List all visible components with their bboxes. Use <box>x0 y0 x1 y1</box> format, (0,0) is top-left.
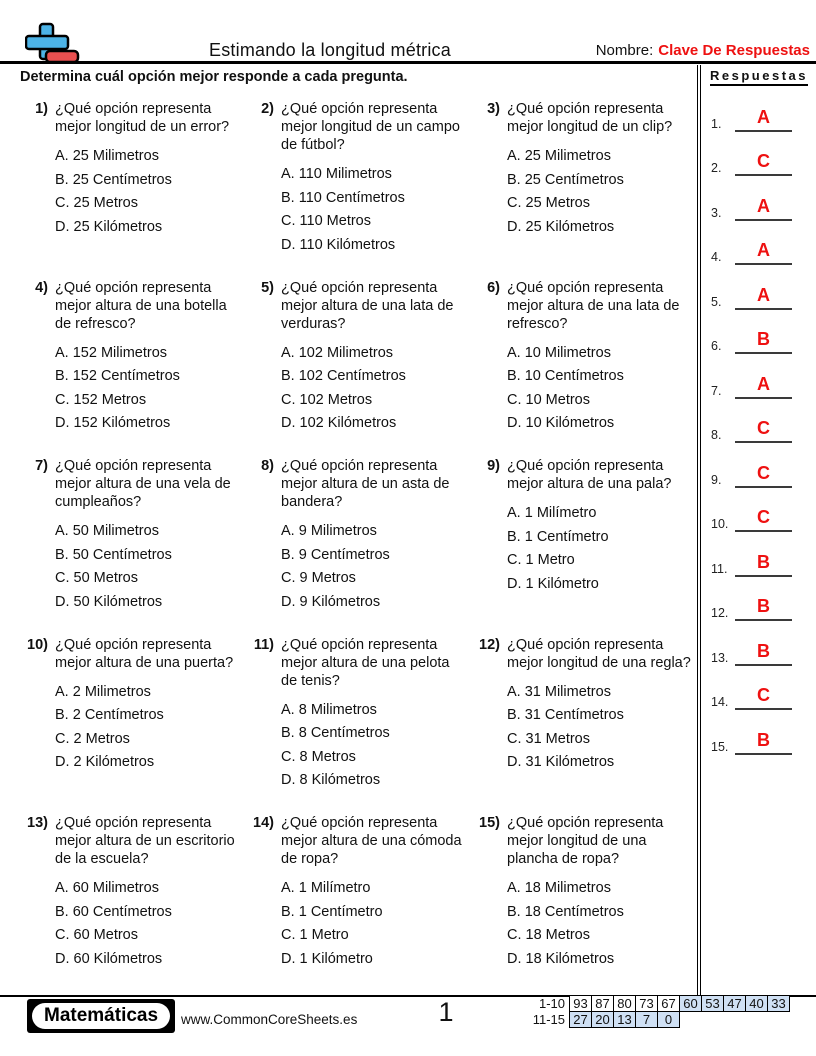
name-label: Nombre: <box>595 42 654 59</box>
question-number: 9) <box>487 458 500 474</box>
option: B. 1 Centímetro <box>281 903 383 920</box>
header-divider <box>0 61 816 64</box>
score-cell: 60 <box>679 995 702 1012</box>
question <box>20 100 246 279</box>
question-number: 14) <box>253 815 274 831</box>
answer-number: 6. <box>711 339 722 353</box>
option: A. 10 Milimetros <box>507 344 611 361</box>
option: A. 110 Milimetros <box>281 166 392 182</box>
option: A. 31 Milimetros <box>507 683 611 700</box>
question-text: ¿Qué opción representa mejor altura de un asta de bandera? <box>281 458 450 510</box>
answer-number: 10. <box>711 517 729 531</box>
question-number: 15) <box>479 815 500 831</box>
option: B. 110 Centímetros <box>281 189 405 206</box>
website-url: www.CommonCoreSheets.es <box>181 1012 358 1027</box>
option: D. 8 Kilómetros <box>281 772 381 788</box>
answer-letter: C <box>757 507 770 527</box>
answer-number: 14. <box>711 695 729 709</box>
option: A. 102 Milimetros <box>281 344 394 361</box>
question-text: ¿Qué opción representa mejor altura de una lata de refresco? <box>507 279 680 332</box>
answer-blank <box>735 284 792 310</box>
option: B. 9 Centímetros <box>281 546 390 563</box>
instruction-text: Determina cuál opción mejor responde a cada pregunta. <box>20 69 408 85</box>
option: B. 102 Centímetros <box>281 368 406 384</box>
answer-row <box>711 354 792 399</box>
answer-letter: C <box>757 462 770 483</box>
answer-row <box>711 488 792 533</box>
option: B. 8 Centímetros <box>281 725 390 741</box>
option: A. 8 Milimetros <box>281 701 377 718</box>
answer-row <box>711 710 792 755</box>
question-number: 8) <box>261 458 274 474</box>
option: C. 102 Metros <box>281 391 373 408</box>
score-cell: 13 <box>613 1011 636 1028</box>
option: D. 25 Kilómetros <box>507 218 615 235</box>
name-value: Clave De Respuestas <box>658 42 810 59</box>
answer-letter: B <box>757 596 770 616</box>
answer-row <box>711 621 792 666</box>
score-cell: 33 <box>767 995 790 1012</box>
answer-blank <box>735 684 792 710</box>
question-text: ¿Qué opción representa mejor longitud de un campo de fútbol? <box>281 101 460 153</box>
page-number: 1 <box>438 997 454 1027</box>
answer-letter: B <box>757 551 770 572</box>
question-text: ¿Qué opción representa mejor altura de una cómoda de ropa? <box>281 815 462 867</box>
answer-number: 4. <box>711 250 722 264</box>
answers-panel-title: Respuestas <box>710 68 808 86</box>
option: C. 2 Metros <box>55 730 130 747</box>
answer-letter: A <box>757 106 770 127</box>
question <box>20 814 246 993</box>
option: C. 31 Metros <box>507 730 590 747</box>
answers-list <box>711 87 792 755</box>
question-text: ¿Qué opción representa mejor altura de una vela de cumpleaños? <box>55 458 231 510</box>
answer-number: 13. <box>711 650 729 665</box>
brand-label: Matemáticas <box>32 1003 170 1029</box>
question <box>472 279 696 458</box>
answer-letter: B <box>757 729 770 750</box>
answer-blank <box>735 195 792 221</box>
question <box>20 457 246 636</box>
option: C. 10 Metros <box>507 391 590 408</box>
question-number: 12) <box>479 636 500 653</box>
option: D. 25 Kilómetros <box>55 218 163 235</box>
question-text: ¿Qué opción representa mejor longitud de una regla? <box>507 636 691 671</box>
answer-letter: C <box>757 685 770 705</box>
option: D. 2 Kilómetros <box>55 754 155 770</box>
question-number: 4) <box>35 279 48 296</box>
option: D. 18 Kilómetros <box>507 950 615 967</box>
option: C. 25 Metros <box>507 195 590 211</box>
question-text: ¿Qué opción representa mejor altura de una botella de refresco? <box>55 279 227 332</box>
option: A. 1 Milímetro <box>281 880 371 896</box>
score-cell: 40 <box>745 995 768 1012</box>
option: B. 60 Centímetros <box>55 903 172 920</box>
option: C. 50 Metros <box>55 570 138 586</box>
option: B. 50 Centímetros <box>55 546 172 563</box>
answer-row <box>711 666 792 711</box>
answer-row <box>711 310 792 355</box>
answer-number: 8. <box>711 428 722 442</box>
option: B. 1 Centímetro <box>507 528 609 545</box>
answer-number: 9. <box>711 472 722 487</box>
option: B. 152 Centímetros <box>55 368 180 384</box>
option: A. 25 Milimetros <box>55 148 159 164</box>
question-number: 5) <box>261 279 274 296</box>
answer-blank <box>735 640 792 666</box>
question <box>246 814 472 993</box>
option: B. 2 Centímetros <box>55 707 164 723</box>
question-text: ¿Qué opción representa mejor altura de un escritorio de la escuela? <box>55 815 235 867</box>
questions-grid <box>20 100 696 993</box>
question-number: 2) <box>261 101 274 117</box>
question <box>472 814 696 993</box>
question <box>246 100 472 279</box>
question <box>20 636 246 815</box>
score-cell: 47 <box>723 995 746 1012</box>
question <box>472 457 696 636</box>
score-row-label: 11-15 <box>532 1012 565 1027</box>
answer-letter: A <box>757 195 770 216</box>
page-title: Estimando la longitud métrica <box>209 40 451 60</box>
question <box>472 636 696 815</box>
option: C. 9 Metros <box>281 570 356 586</box>
option: D. 1 Kilómetro <box>281 950 373 967</box>
answer-blank <box>735 150 792 176</box>
option: D. 1 Kilómetro <box>507 575 599 592</box>
answer-letter: A <box>757 373 770 394</box>
option: D. 9 Kilómetros <box>281 593 381 610</box>
option: D. 10 Kilómetros <box>507 415 615 431</box>
option: A. 50 Milimetros <box>55 523 159 539</box>
option: D. 50 Kilómetros <box>55 593 163 610</box>
answer-number: 1. <box>711 116 722 131</box>
brand-badge <box>27 999 175 1033</box>
score-cell: 0 <box>657 1011 680 1028</box>
answer-letter: A <box>757 284 770 305</box>
answer-row <box>711 265 792 310</box>
option: C. 8 Metros <box>281 748 356 765</box>
question-number: 6) <box>487 279 500 296</box>
option: C. 18 Metros <box>507 927 590 943</box>
option: A. 152 Milimetros <box>55 344 168 361</box>
answer-row <box>711 532 792 577</box>
option: C. 1 Metro <box>507 552 575 568</box>
option: B. 25 Centímetros <box>55 171 172 188</box>
score-table <box>519 995 790 1028</box>
answer-number: 5. <box>711 294 722 309</box>
option: B. 25 Centímetros <box>507 171 624 188</box>
answer-number: 11. <box>711 561 728 576</box>
question <box>472 100 696 279</box>
answer-number: 15. <box>711 739 729 754</box>
option: A. 9 Milimetros <box>281 523 377 539</box>
option: B. 31 Centímetros <box>507 707 624 723</box>
question-text: ¿Qué opción representa mejor longitud de un error? <box>55 101 230 135</box>
option: D. 31 Kilómetros <box>507 754 615 770</box>
option: D. 60 Kilómetros <box>55 950 163 967</box>
question-text: ¿Qué opción representa mejor altura de una puerta? <box>55 636 234 671</box>
question <box>20 279 246 458</box>
answer-blank <box>735 106 792 132</box>
answer-blank <box>735 462 792 488</box>
option: D. 152 Kilómetros <box>55 415 171 431</box>
score-row-label: 1-10 <box>538 996 565 1011</box>
answer-row <box>711 399 792 444</box>
answer-blank <box>735 551 792 577</box>
answer-row <box>711 221 792 266</box>
question-text: ¿Qué opción representa mejor longitud de una plancha de ropa? <box>507 815 664 867</box>
answer-letter: B <box>757 329 770 349</box>
question-text: ¿Qué opción representa mejor altura de una lata de verduras? <box>281 279 454 332</box>
score-cell: 53 <box>701 995 724 1012</box>
answer-row <box>711 577 792 622</box>
question-text: ¿Qué opción representa mejor altura de una pala? <box>507 458 672 492</box>
question-number: 13) <box>27 815 48 831</box>
option: B. 18 Centímetros <box>507 903 624 920</box>
answer-letter: C <box>757 418 770 438</box>
answer-row <box>711 87 792 132</box>
answer-letter: B <box>757 640 770 661</box>
option: A. 18 Milimetros <box>507 880 611 896</box>
score-cell: 93 <box>569 995 592 1012</box>
option: C. 60 Metros <box>55 927 138 943</box>
score-cell: 27 <box>569 1011 592 1028</box>
answer-blank <box>735 729 792 755</box>
question <box>246 279 472 458</box>
answer-blank <box>735 506 792 532</box>
question-text: ¿Qué opción representa mejor altura de una pelota de tenis? <box>281 636 450 689</box>
question-number: 3) <box>487 101 500 117</box>
answer-row <box>711 132 792 177</box>
answer-letter: A <box>757 240 770 260</box>
score-row <box>519 995 790 1012</box>
option: A. 2 Milimetros <box>55 683 151 700</box>
option: C. 1 Metro <box>281 927 349 943</box>
option: D. 102 Kilómetros <box>281 415 397 431</box>
option: C. 25 Metros <box>55 195 138 211</box>
answer-row <box>711 443 792 488</box>
score-cell: 73 <box>635 995 658 1012</box>
answer-blank <box>735 328 792 354</box>
question <box>246 636 472 815</box>
score-row <box>519 1011 790 1028</box>
option: A. 60 Milimetros <box>55 880 159 896</box>
answer-blank <box>735 239 792 265</box>
answer-number: 12. <box>711 606 729 620</box>
score-cell: 87 <box>591 995 614 1012</box>
question <box>246 457 472 636</box>
option: C. 110 Metros <box>281 213 371 229</box>
question-number: 11) <box>253 636 274 653</box>
option: B. 10 Centímetros <box>507 368 624 384</box>
answer-blank <box>735 417 792 443</box>
option: D. 110 Kilómetros <box>281 236 396 253</box>
answer-row <box>711 176 792 221</box>
answer-number: 3. <box>711 205 722 220</box>
score-cell: 7 <box>635 1011 658 1028</box>
option: A. 25 Milimetros <box>507 148 611 164</box>
answer-number: 7. <box>711 383 722 398</box>
option: C. 152 Metros <box>55 391 147 408</box>
answer-blank <box>735 595 792 621</box>
answer-number: 2. <box>711 161 722 175</box>
option: A. 1 Milímetro <box>507 505 597 521</box>
name-row <box>596 42 810 59</box>
answer-blank <box>735 373 792 399</box>
score-cell: 20 <box>591 1011 614 1028</box>
answer-letter: C <box>757 151 770 171</box>
question-text: ¿Qué opción representa mejor longitud de un clip? <box>507 101 673 135</box>
question-number: 7) <box>35 458 48 474</box>
answers-panel <box>697 65 816 995</box>
question-number: 1) <box>35 101 48 117</box>
score-cell: 67 <box>657 995 680 1012</box>
score-cell: 80 <box>613 995 636 1012</box>
question-number: 10) <box>27 636 48 653</box>
